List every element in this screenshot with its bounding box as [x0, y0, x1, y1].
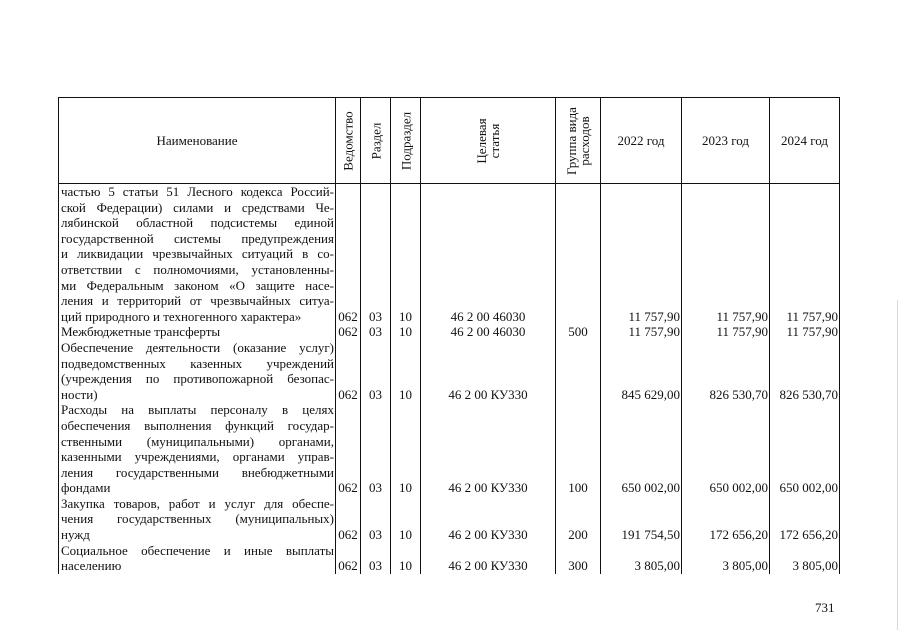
row-2022-cell: 11 757,90: [601, 324, 682, 340]
row-celevaya-statya-cell: 46 2 00 КУ330: [421, 402, 556, 496]
header-gruppa-vida-rashodov: Группа вида расходов: [556, 98, 601, 184]
row-name-cell: [59, 324, 336, 340]
row-name-line: ций природного и техногенного характера»: [61, 308, 302, 324]
header-vedomstvo: Ведомство: [336, 98, 361, 184]
row-vedomstvo-cell: 062: [336, 324, 361, 340]
row-vedomstvo-cell: 062: [336, 496, 361, 543]
row-name-line: ления и территорий от чрезвычайных ситуа-: [61, 293, 334, 309]
row-podrazdel-cell: 10: [391, 340, 421, 402]
row-podrazdel-cell: 10: [391, 184, 421, 325]
row-razdel-cell: 03: [361, 543, 391, 574]
row-name-cell: [59, 543, 336, 574]
row-name-cell: [59, 340, 336, 402]
row-2024-cell: 650 002,00: [770, 402, 840, 496]
header-podrazdel: Подраздел: [391, 98, 421, 184]
header-razdel: Раздел: [361, 98, 391, 184]
row-name-line: казенными учреждениями, органами управ-: [61, 449, 334, 465]
budget-table: [58, 97, 840, 574]
table-row: [59, 402, 840, 496]
row-podrazdel-cell: 10: [391, 402, 421, 496]
table-row: [59, 184, 840, 325]
row-vedomstvo-cell: 062: [336, 402, 361, 496]
row-name-line: ской Федерации) силами и средствами Че-: [61, 199, 334, 215]
table-row: [59, 324, 840, 340]
row-2022-cell: 845 629,00: [601, 340, 682, 402]
row-2023-cell: 3 805,00: [682, 543, 770, 574]
row-name-line: Межбюджетные трансферты: [61, 324, 221, 340]
row-podrazdel-cell: 10: [391, 324, 421, 340]
row-2022-cell: 11 757,90: [601, 184, 682, 325]
row-name-cell: [59, 496, 336, 543]
row-name-line: ответствии с полномочиями, установленны-: [61, 261, 334, 277]
row-celevaya-statya-cell: 46 2 00 46030: [421, 184, 556, 325]
row-razdel-cell: 03: [361, 324, 391, 340]
row-name-line: ности): [61, 386, 98, 402]
row-celevaya-statya-cell: 46 2 00 КУ330: [421, 496, 556, 543]
row-2024-cell: 826 530,70: [770, 340, 840, 402]
header-name: Наименование: [59, 98, 336, 184]
row-2023-cell: 650 002,00: [682, 402, 770, 496]
row-gruppa-cell: 500: [556, 324, 601, 340]
row-vedomstvo-cell: 062: [336, 184, 361, 325]
row-vedomstvo-cell: 062: [336, 340, 361, 402]
row-razdel-cell: 03: [361, 184, 391, 325]
row-2022-cell: 650 002,00: [601, 402, 682, 496]
row-podrazdel-cell: 10: [391, 496, 421, 543]
header-2022: 2022 год: [601, 98, 682, 184]
row-celevaya-statya-cell: 46 2 00 КУ330: [421, 340, 556, 402]
header-celevaya-statya: Целевая статья: [421, 98, 556, 184]
table-row: [59, 496, 840, 543]
row-name-line: подведомственных казенных учреждений: [61, 355, 334, 371]
row-name-cell: [59, 402, 336, 496]
row-gruppa-cell: [556, 184, 601, 325]
header-2023: 2023 год: [682, 98, 770, 184]
row-razdel-cell: 03: [361, 340, 391, 402]
row-name-line: Закупка товаров, работ и услуг для обеспе-: [61, 495, 334, 511]
row-name-line: ми Федеральным законом «О защите насе-: [61, 277, 334, 293]
scan-margin-line: [897, 300, 898, 630]
row-razdel-cell: 03: [361, 402, 391, 496]
row-name-line: частью 5 статьи 51 Лесного кодекса Россий-: [61, 184, 334, 199]
row-gruppa-cell: 200: [556, 496, 601, 543]
row-podrazdel-cell: 10: [391, 543, 421, 574]
row-name-line: лябинской областной подсистемы единой: [61, 215, 334, 231]
row-name-line: нужд: [61, 527, 90, 543]
row-2022-cell: 191 754,50: [601, 496, 682, 543]
row-gruppa-cell: 300: [556, 543, 601, 574]
row-name-cell: [59, 184, 336, 325]
row-name-line: государственной системы предупреждения: [61, 230, 334, 246]
row-name-line: населению: [61, 558, 122, 574]
row-name-line: Обеспечение деятельности (оказание услуг): [61, 339, 334, 355]
row-name-line: (учреждения по противопожарной безопас-: [61, 371, 334, 387]
row-2024-cell: 3 805,00: [770, 543, 840, 574]
table-header-row: [59, 98, 840, 184]
row-2024-cell: 172 656,20: [770, 496, 840, 543]
row-2024-cell: 11 757,90: [770, 324, 840, 340]
row-name-line: ственными (муниципальными) органами,: [61, 433, 334, 449]
row-gruppa-cell: 100: [556, 402, 601, 496]
budget-table-container: [58, 97, 839, 574]
row-celevaya-statya-cell: 46 2 00 КУ330: [421, 543, 556, 574]
row-name-line: ления государственными внебюджетными: [61, 464, 334, 480]
row-2023-cell: 826 530,70: [682, 340, 770, 402]
row-2022-cell: 3 805,00: [601, 543, 682, 574]
row-name-line: обеспечения выполнения функций государ-: [61, 417, 334, 433]
row-name-line: Социальное обеспечение и иные выплаты: [61, 542, 334, 558]
table-row: [59, 340, 840, 402]
row-gruppa-cell: [556, 340, 601, 402]
page-number: 731: [815, 600, 835, 615]
header-2024: 2024 год: [770, 98, 840, 184]
row-2023-cell: 11 757,90: [682, 184, 770, 325]
row-2023-cell: 11 757,90: [682, 324, 770, 340]
row-celevaya-statya-cell: 46 2 00 46030: [421, 324, 556, 340]
table-row: [59, 543, 840, 574]
row-vedomstvo-cell: 062: [336, 543, 361, 574]
table-body: [59, 184, 840, 574]
row-2023-cell: 172 656,20: [682, 496, 770, 543]
row-name-line: чения государственных (муниципальных): [61, 511, 334, 527]
row-name-line: Расходы на выплаты персоналу в целях: [61, 402, 334, 418]
row-razdel-cell: 03: [361, 496, 391, 543]
row-2024-cell: 11 757,90: [770, 184, 840, 325]
row-name-line: фондами: [61, 480, 111, 496]
row-name-line: и ликвидации чрезвычайных ситуаций в со-: [61, 246, 334, 262]
